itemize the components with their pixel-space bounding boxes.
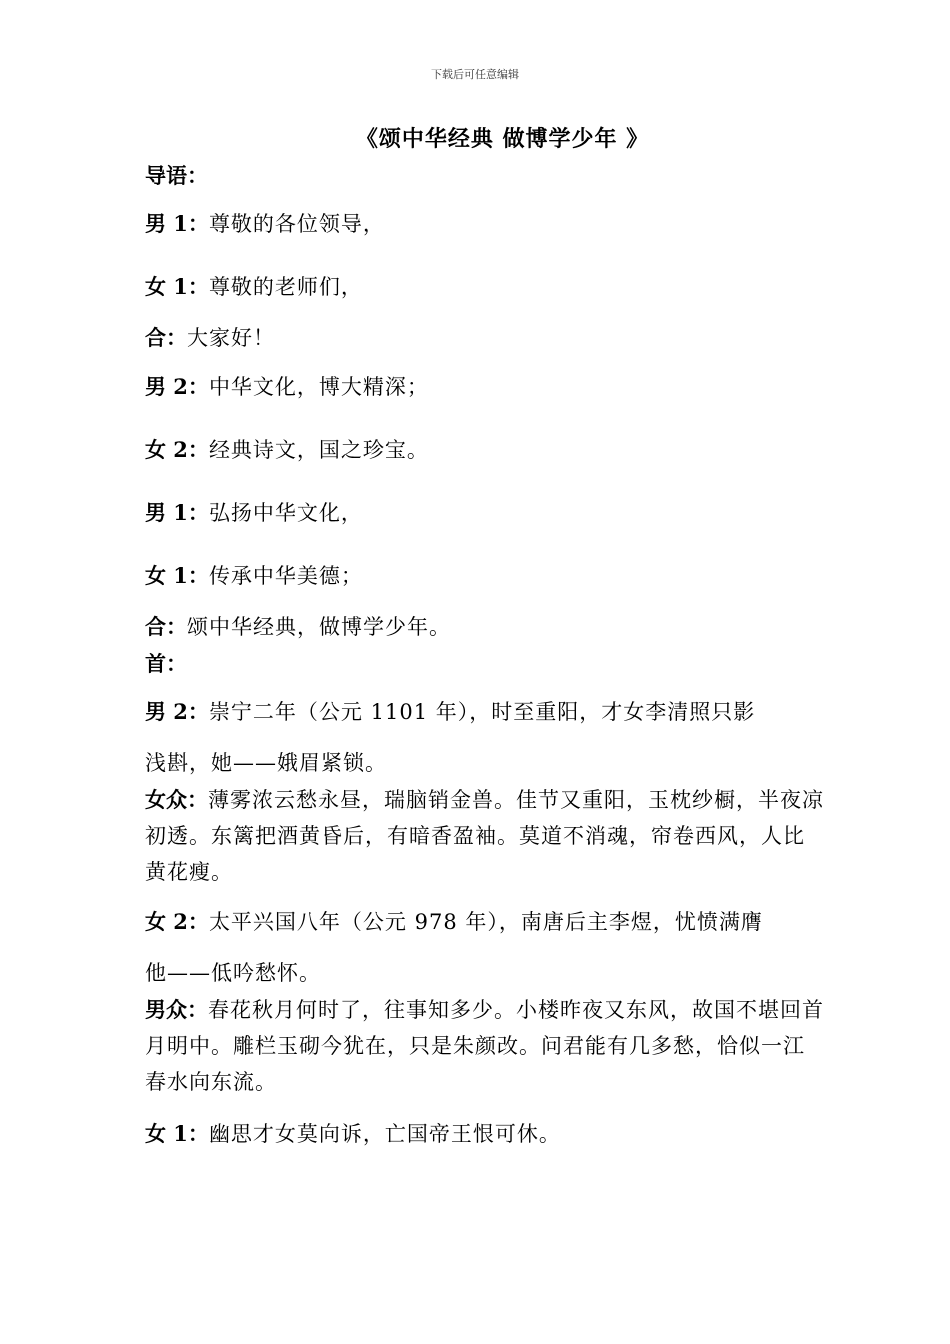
document-title: 《颂中华经典 做博学少年 》 [355, 126, 650, 152]
speaker-label: 男 1： [145, 500, 209, 525]
speaker-label: 首： [145, 651, 187, 676]
script-line [145, 745, 825, 781]
script-paragraph [145, 992, 825, 1100]
script-line [145, 646, 825, 682]
page-header: 下载后可任意编辑 [431, 68, 519, 81]
script-line [145, 558, 825, 594]
line-text: 大家好！ [187, 326, 275, 350]
line-text: 春花秋月何时了，往事知多少。小楼昨夜又东风，故国不堪回首月明中。雕栏玉砌今犹在，只是朱颜改。问君能有几多愁，恰似一江春水向东流。 [145, 998, 824, 1094]
script-line [145, 369, 825, 405]
line-text: 弘扬中华文化， [208, 501, 363, 525]
speaker-label: 男 1： [145, 211, 209, 236]
script-line [145, 269, 825, 305]
speaker-label: 女众： [145, 787, 208, 812]
line-text: 幽思才女莫向诉，亡国帝王恨可休。 [208, 1122, 561, 1146]
line-text: 尊敬的老师们， [208, 275, 363, 299]
speaker-label: 合： [145, 614, 187, 639]
line-text: 他——低吟愁怀。 [145, 961, 321, 985]
script-line [145, 1116, 825, 1152]
script-line [145, 609, 825, 645]
line-text: 浅斟，她——娥眉紧锁。 [145, 751, 387, 775]
script-line [145, 955, 825, 991]
speaker-label: 男众： [145, 997, 208, 1022]
script-line [145, 432, 825, 468]
speaker-label: 男 2： [145, 699, 209, 724]
speaker-label: 女 1： [145, 563, 209, 588]
line-text: 尊敬的各位领导， [208, 212, 385, 236]
script-line [145, 320, 825, 356]
speaker-label: 合： [145, 325, 187, 350]
line-text: 薄雾浓云愁永昼，瑞脑销金兽。佳节又重阳，玉枕纱橱，半夜凉初透。东篱把酒黄昏后，有暗香盈袖。莫道不消魂，帘卷西风，人比黄花瘦。 [145, 788, 824, 884]
speaker-label: 女 2： [145, 437, 209, 462]
line-text: 崇宁二年（公元 1101 年），时至重阳，才女李清照只影 [208, 700, 756, 724]
script-paragraph [145, 782, 825, 890]
line-text: 传承中华美德； [208, 564, 363, 588]
script-line [145, 495, 825, 531]
speaker-label: 女 2： [145, 909, 209, 934]
speaker-label: 导语： [145, 163, 208, 188]
script-line [145, 206, 825, 242]
speaker-label: 女 1： [145, 274, 209, 299]
script-line [145, 694, 825, 730]
line-text: 经典诗文，国之珍宝。 [208, 438, 429, 462]
script-line [145, 904, 825, 940]
speaker-label: 男 2： [145, 374, 209, 399]
line-text: 中华文化，博大精深； [208, 375, 429, 399]
speaker-label: 女 1： [145, 1121, 209, 1146]
line-text: 太平兴国八年（公元 978 年），南唐后主李煜，忧愤满膺 [208, 910, 763, 934]
script-line [145, 158, 825, 194]
line-text: 颂中华经典，做博学少年。 [187, 615, 451, 639]
